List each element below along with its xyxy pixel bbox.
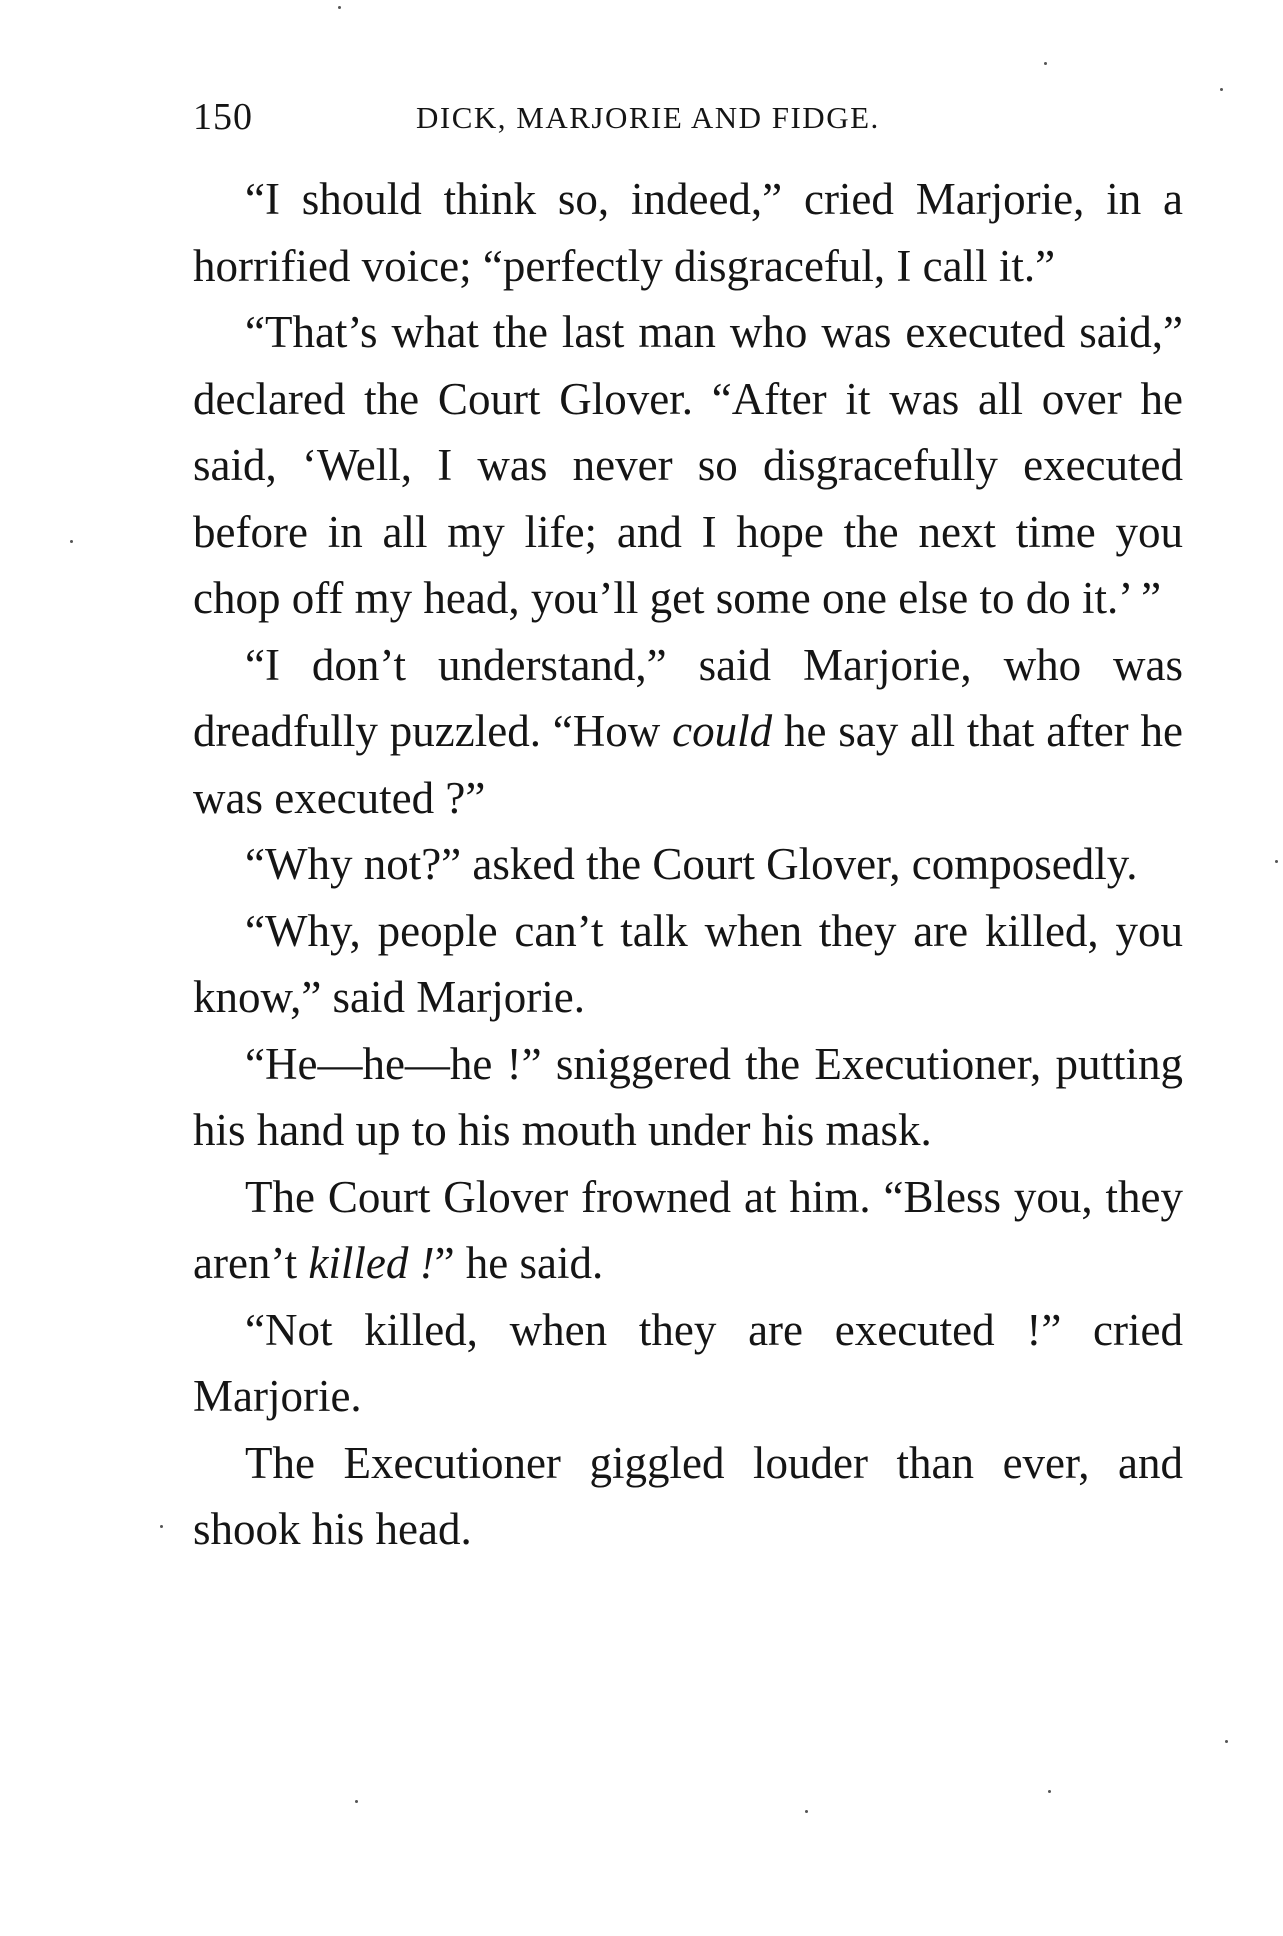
paragraph	[193, 831, 1183, 898]
text-run: “That’s what the last man who was executed said,” declared the Court Glover. “After it was all over he said, ‘Well, I was never so disgracefully executed before in all my life; and I hope the next time you chop off my head, you’ll get some one else to do it.’ ”	[193, 307, 1183, 623]
text-run: The Court Glover frowned at him. “Bless you, they aren’t	[193, 1171, 1183, 1288]
text-run: “Why, people can’t talk when they are killed, you know,” said Marjorie.	[193, 905, 1183, 1022]
paragraph	[193, 299, 1183, 632]
text-run: “Why not?” asked the Court Glover, composedly.	[245, 839, 1138, 889]
body-text	[193, 166, 1183, 1563]
paragraph	[193, 1297, 1183, 1430]
scan-speck	[1220, 88, 1223, 91]
paragraph	[193, 166, 1183, 299]
text-run: ” he said.	[434, 1238, 604, 1288]
italic-text: killed !	[308, 1238, 435, 1288]
text-run: “I should think so, indeed,” cried Marjorie, in a horrified voice; “perfectly disgraceful, I call it.”	[193, 174, 1183, 291]
text-run: “I don’t understand,” said Marjorie, who was dreadfully puzzled. “How	[193, 639, 1183, 756]
running-head	[193, 92, 1193, 142]
page-number: 150	[193, 96, 253, 138]
scan-speck	[1275, 860, 1278, 863]
text-run: The Executioner giggled louder than ever, and shook his head.	[193, 1437, 1183, 1554]
scan-speck	[338, 6, 341, 9]
scan-speck	[70, 540, 73, 543]
paragraph	[193, 1164, 1183, 1297]
paragraph	[193, 632, 1183, 832]
italic-text: could	[672, 706, 773, 756]
text-run: he say all that after he was executed ?”	[193, 706, 1183, 823]
paragraph	[193, 1031, 1183, 1164]
text-run: “He—he—he !” sniggered the Executioner, putting his hand up to his mouth under his mask.	[193, 1038, 1183, 1155]
scan-speck	[160, 1525, 163, 1528]
scan-speck	[1048, 1790, 1051, 1793]
scan-speck	[1225, 1740, 1228, 1743]
running-title: DICK, MARJORIE AND FIDGE.	[416, 100, 880, 135]
paragraph	[193, 898, 1183, 1031]
scan-speck	[355, 1800, 358, 1803]
text-run: “Not killed, when they are executed !” cried Marjorie.	[193, 1304, 1183, 1421]
paragraph	[193, 1430, 1183, 1563]
scan-speck	[805, 1810, 808, 1813]
scan-speck	[1044, 62, 1047, 65]
